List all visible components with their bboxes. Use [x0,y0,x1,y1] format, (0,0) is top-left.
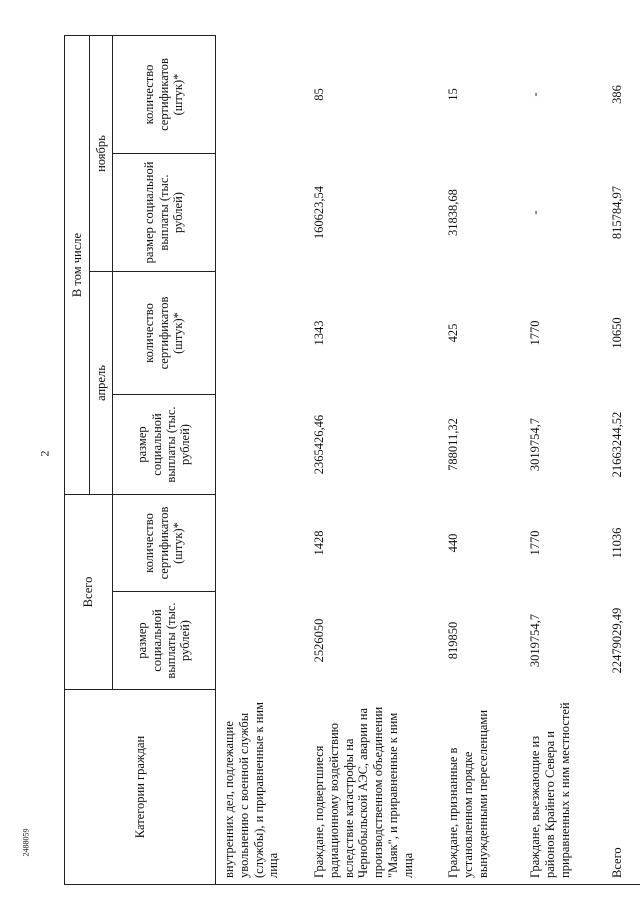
cell-november-count [216,36,307,154]
cell-november-amount: 31838,68 [446,189,460,236]
table-row [440,36,522,885]
header-total-count: количество сертификатов (штук)* [113,495,216,592]
cell-april-count: 425 [446,323,460,343]
cell-april-count: 1343 [312,320,326,346]
row-category: Всего [604,690,640,885]
cell-november-count: 85 [312,88,326,101]
cell-april-amount: 788011,32 [446,418,460,471]
row-category: Граждане, выезжающие из районов Крайнего Севера и приравненных к ним местностей [522,690,604,885]
row-category: Граждане, признанные в установленном порядке вынужденными переселенцами [440,690,522,885]
row-category: внутренних дел, подлежащие увольнению с военной службы (службы), и приравненные к ним лица [216,690,307,885]
cell-november-amount: 815784,97 [610,185,624,240]
cell-november-amount [216,154,307,272]
cell-total-count: 1770 [528,530,542,556]
cell-total-amount: 22479029,49 [610,607,624,674]
header-april: апрель [90,272,113,495]
cell-total-amount: 819850 [446,621,460,660]
cell-total-count: 11036 [610,527,624,559]
header-november-count: количество сертификатов (штук)* [113,36,216,154]
header-category: Категории граждан [65,690,216,885]
table-row [306,36,440,885]
cell-total-count: 440 [446,533,460,553]
rotated-table-container [64,36,624,885]
cell-november-amount: 160623,54 [312,185,326,240]
cell-april-amount: 3019754,7 [528,417,542,472]
page-number: 2 [37,450,52,457]
cell-total-amount [216,592,307,690]
header-november-amount: размер социальной выплаты (тыс. рублей) [113,154,216,272]
cell-april-amount [216,395,307,495]
row-category: Граждане, подвергшиеся радиационному воздействию вследствие катастрофы на Чернобыльской АЭС, аварии на производственном объединении "Маяк", и приравненные к ним лица [306,690,440,885]
cell-november-count: - [528,92,542,97]
header-total-amount: размер социальной выплаты (тыс. рублей) [113,592,216,690]
header-april-amount: размер социальной выплаты (тыс. рублей) [113,395,216,495]
cell-total-amount: 2526050 [312,618,326,663]
cell-total-count: 1428 [312,530,326,556]
cell-total-count [216,495,307,592]
table-row [604,36,640,885]
header-including: В том числе [65,36,90,495]
certificates-table [64,35,640,885]
header-november: ноябрь [90,36,113,272]
cell-april-amount: 2365426,46 [312,414,326,475]
cell-total-amount: 3019754,7 [528,613,542,668]
cell-november-count: 386 [610,85,624,104]
document-id: 2488059 [21,828,31,857]
table-row [522,36,604,885]
cell-november-amount: - [528,210,542,215]
header-total: Всего [65,495,113,690]
cell-november-count: 15 [446,88,460,101]
table-row [216,36,307,885]
cell-april-count: 1770 [528,320,542,346]
cell-april-amount: 21663244,52 [610,411,624,478]
header-april-count: количество сертификатов (штук)* [113,272,216,395]
cell-april-count: 10650 [610,317,624,349]
cell-april-count [216,272,307,395]
